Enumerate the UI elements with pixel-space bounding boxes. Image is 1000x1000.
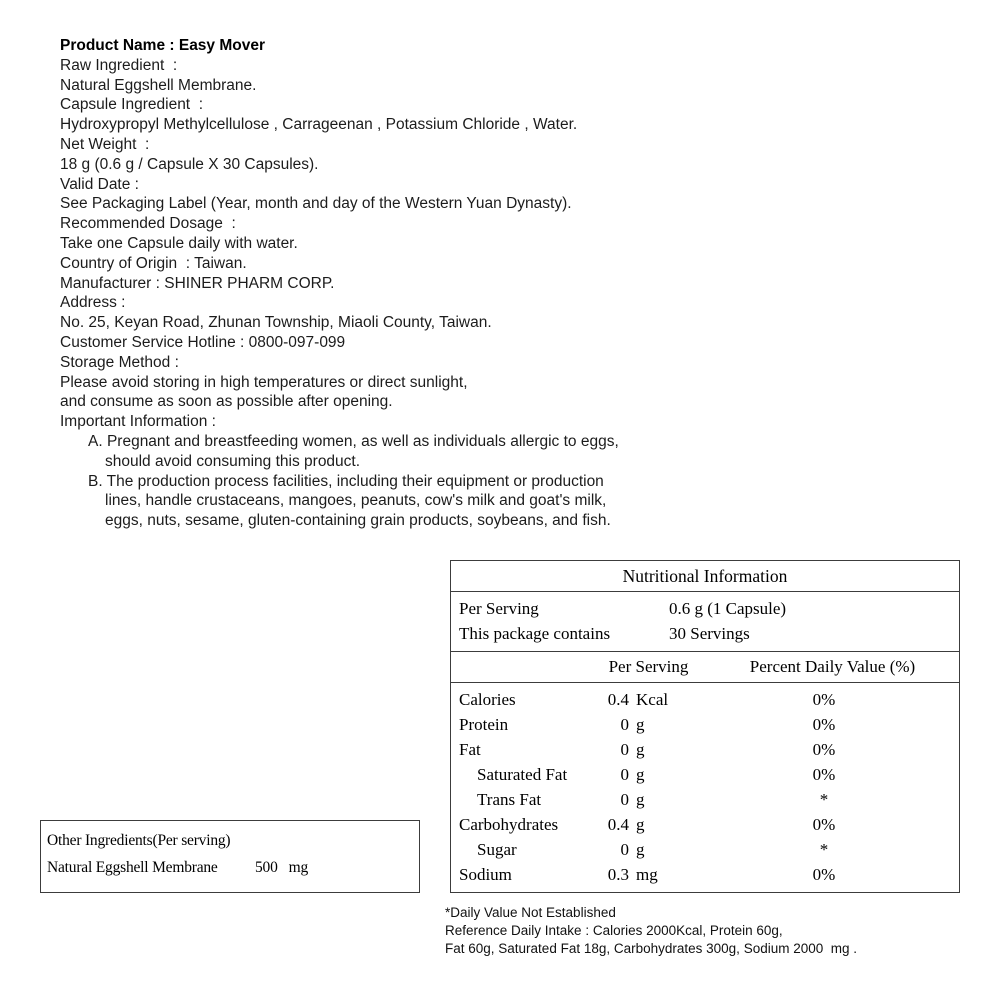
info-line-storage-value-2: and consume as soon as possible after opening. (60, 393, 393, 411)
footnote-daily-value: *Daily Value Not Established (445, 905, 616, 920)
nutrition-table-title: Nutritional Information (451, 561, 959, 592)
nutrient-unit: g (636, 840, 645, 859)
nutrient-name: Sodium (459, 865, 512, 884)
nutrient-unit: g (636, 790, 645, 809)
other-ingredients-box (40, 820, 420, 893)
column-header-daily-value: Percent Daily Value (%) (749, 657, 916, 676)
footnotes-section (445, 904, 857, 958)
other-ingredient-unit: mg (288, 859, 309, 876)
warning-line-b-3: eggs, nuts, sesame, gluten-containing grain products, soybeans, and fish. (105, 512, 611, 530)
serving-size-value: 0.6 g (1 Capsule) (669, 599, 787, 618)
info-line-dosage-value: Take one Capsule daily with water. (60, 234, 298, 252)
nutrient-amount: 0 (620, 840, 629, 859)
nutrient-name: Protein (459, 715, 509, 734)
product-name: Product Name : Easy Mover (60, 37, 266, 54)
info-line-dosage-label: Recommended Dosage : (60, 215, 236, 233)
nutrient-name: Carbohydrates (459, 815, 559, 834)
nutrient-amount: 0 (620, 740, 629, 759)
info-line-valid-date-value: See Packaging Label (Year, month and day of the Western Yuan Dynasty). (60, 195, 572, 213)
warning-line-a-1: A. Pregnant and breastfeeding women, as well as individuals allergic to eggs, (88, 432, 619, 450)
nutrient-daily-value: 0% (812, 740, 836, 759)
nutrient-daily-value: 0% (812, 815, 836, 834)
warning-line-b-1: B. The production process facilities, including their equipment or production (88, 472, 604, 490)
nutrient-unit: mg (636, 865, 658, 884)
nutrient-unit: g (636, 715, 645, 734)
nutrition-row-protein (451, 712, 959, 737)
nutrition-row-calories (451, 687, 959, 712)
info-line-country-of-origin: Country of Origin : Taiwan. (60, 254, 247, 272)
nutrient-amount: 0.3 (607, 865, 629, 884)
nutrient-unit: g (636, 740, 645, 759)
info-line-hotline: Customer Service Hotline : 0800-097-099 (60, 333, 346, 351)
nutrient-daily-value: * (819, 840, 829, 859)
nutrient-unit: g (636, 815, 645, 834)
nutrient-name: Fat (459, 740, 481, 759)
servings-per-package-value: 30 Servings (669, 624, 750, 643)
nutrient-daily-value: 0% (812, 715, 836, 734)
nutrition-row-saturated-fat (451, 762, 959, 787)
serving-size-label: Per Serving (459, 599, 539, 618)
servings-per-package-row (451, 621, 959, 646)
nutrient-unit: g (636, 765, 645, 784)
other-ingredient-row (47, 853, 413, 882)
nutrient-amount: 0 (620, 715, 629, 734)
nutrient-daily-value: 0% (812, 765, 836, 784)
nutrient-name: Saturated Fat (477, 765, 568, 784)
nutrition-row-carbohydrates (451, 812, 959, 837)
servings-per-package-label: This package contains (459, 624, 611, 643)
info-line-capsule-ingredient-label: Capsule Ingredient : (60, 96, 204, 114)
info-line-important-info-label: Important Information : (60, 413, 216, 431)
nutrient-daily-value: 0% (812, 865, 836, 884)
nutrition-row-trans-fat (451, 787, 959, 812)
nutrition-column-headers (451, 652, 959, 683)
info-line-address-label: Address : (60, 294, 126, 312)
column-header-per-serving: Per Serving (608, 657, 689, 676)
nutrient-daily-value: 0% (812, 690, 836, 709)
serving-info-section (451, 592, 959, 652)
footnote-reference-intake-2: Fat 60g, Saturated Fat 18g, Carbohydrates 300g, Sodium 2000 mg . (445, 941, 858, 956)
info-line-address-value: No. 25, Keyan Road, Zhunan Township, Miaoli County, Taiwan. (60, 314, 492, 332)
info-line-raw-ingredient-value: Natural Eggshell Membrane. (60, 76, 257, 94)
info-line-net-weight-value: 18 g (0.6 g / Capsule X 30 Capsules). (60, 155, 319, 173)
nutrition-table (450, 560, 960, 893)
nutrient-amount: 0.4 (607, 815, 629, 834)
info-line-manufacturer: Manufacturer : SHINER PHARM CORP. (60, 274, 335, 292)
nutrient-amount: 0.4 (607, 690, 629, 709)
nutrient-unit: Kcal (636, 690, 669, 709)
nutrient-amount: 0 (620, 790, 629, 809)
info-line-net-weight-label: Net Weight : (60, 135, 150, 153)
other-ingredient-amount: 500 (255, 859, 278, 876)
footnote-reference-intake-1: Reference Daily Intake : Calories 2000Kcal, Protein 60g, (445, 923, 783, 938)
warning-line-b-2: lines, handle crustaceans, mangoes, peanuts, cow's milk and goat's milk, (105, 492, 607, 510)
warning-line-a-2: should avoid consuming this product. (105, 452, 361, 470)
info-line-storage-value-1: Please avoid storing in high temperatures or direct sunlight, (60, 373, 468, 391)
nutrition-row-sugar (451, 837, 959, 862)
nutrition-rows (451, 683, 959, 887)
serving-size-row (451, 596, 959, 621)
nutrition-row-fat (451, 737, 959, 762)
nutrient-name: Trans Fat (477, 790, 542, 809)
info-line-capsule-ingredient-value: Hydroxypropyl Methylcellulose , Carrageenan , Potassium Chloride , Water. (60, 116, 578, 134)
nutrient-daily-value: * (819, 790, 829, 809)
info-line-raw-ingredient-label: Raw Ingredient : (60, 56, 178, 74)
nutrient-name: Calories (459, 690, 516, 709)
nutrient-amount: 0 (620, 765, 629, 784)
info-line-storage-label: Storage Method : (60, 353, 179, 371)
other-ingredient-name: Natural Eggshell Membrane (47, 859, 218, 876)
nutrient-name: Sugar (477, 840, 517, 859)
product-info-section (60, 36, 970, 531)
info-line-valid-date-label: Valid Date : (60, 175, 139, 193)
other-ingredients-title: Other Ingredients(Per serving) (47, 832, 231, 849)
nutrition-row-sodium (451, 862, 959, 887)
